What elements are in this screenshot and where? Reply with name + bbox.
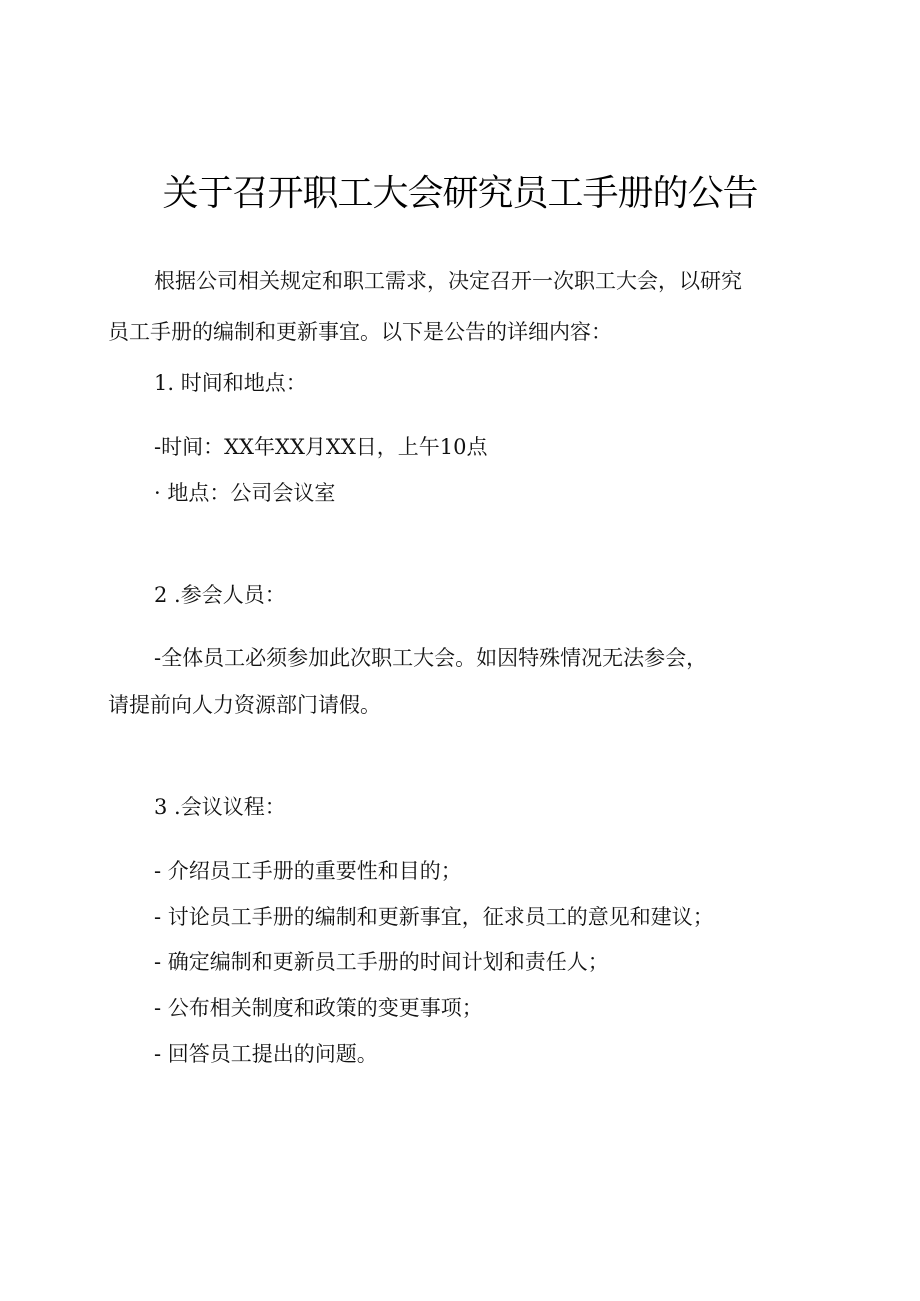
attendees-line-1: -全体员工必须参加此次职工大会。如因特殊情况无法参会， — [154, 646, 708, 670]
attendees-line-2: 请提前向人力资源部门请假。 — [108, 693, 381, 717]
intro-paragraph-line-2: 员工手册的编制和更新事宜。以下是公告的详细内容： — [108, 320, 612, 344]
agenda-item: - 公布相关制度和政策的变更事项； — [154, 996, 483, 1020]
agenda-item: - 回答员工提出的问题。 — [154, 1042, 378, 1066]
agenda-item: - 介绍员工手册的重要性和目的； — [154, 859, 462, 883]
section-2-heading: 2 .参会人员： — [154, 583, 286, 607]
meeting-time: -时间：XX年XX月XX日，上午10点 — [154, 435, 488, 459]
agenda-item: - 确定编制和更新员工手册的时间计划和责任人； — [154, 950, 609, 974]
agenda-item: - 讨论员工手册的编制和更新事宜，征求员工的意见和建议； — [154, 905, 714, 929]
section-1-heading: 1. 时间和地点： — [154, 371, 307, 395]
document-title: 关于召开职工大会研究员工手册的公告 — [162, 173, 758, 214]
section-3-heading: 3 .会议议程： — [154, 795, 286, 819]
meeting-place: · 地点：公司会议室 — [154, 481, 336, 505]
intro-paragraph-line-1: 根据公司相关规定和职工需求，决定召开一次职工大会，以研究 — [154, 269, 742, 293]
